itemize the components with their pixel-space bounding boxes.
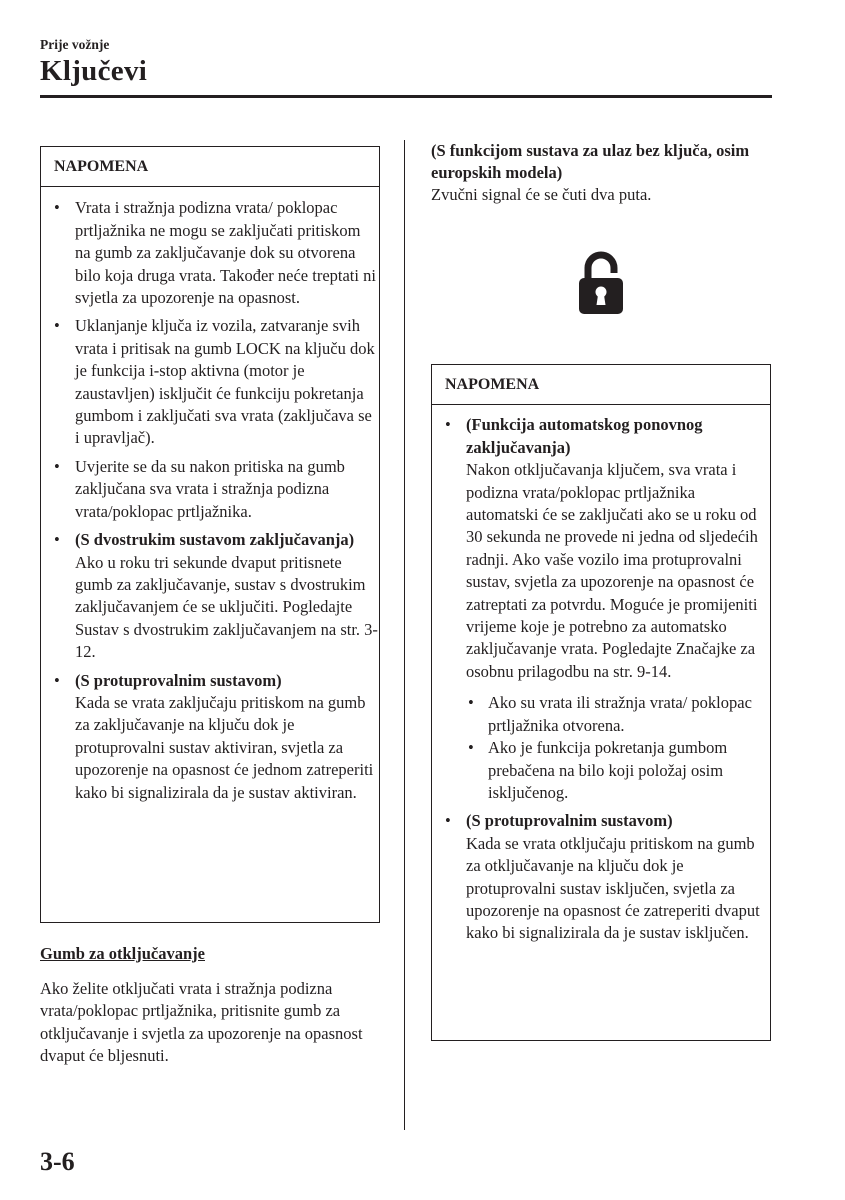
list-item: [41, 456, 379, 523]
note-heading: NAPOMENA: [41, 147, 379, 187]
item-text: Uklanjanje ključa iz vozila, zatvaranje svih vrata i pritisak na gumb LOCK na ključu dok je funkcija i-stop aktivna (motor je zaustavljen) isključit će funkciju pokretanja gumbom i zaključati sva vrata (zaključava se i upravljač).: [75, 316, 375, 448]
bullet: •: [468, 693, 474, 713]
list-item: [41, 197, 379, 309]
list-item: [41, 670, 379, 804]
title-rule: [40, 95, 772, 98]
item-heading: (S protuprovalnim sustavom): [466, 811, 673, 831]
list-item: [41, 315, 379, 449]
item-text: Nakon otključavanja ključem, sva vrata i podizna vrata/poklopac prtljažnika automatski će se zaključati ako se u roku od 30 sekunda ne provede ni jedna od sljedećih radnji. Ako vaše vozilo ima protuprovalni sustav, svjetla za upozorenje na opasnost će zatreptati za potvrdu. Moguće je promijeniti vrijeme koje je potrebno za automatsko zaključavanje vrata. Pogledajte Značajke za osobnu prilagodbu na str. 9-14.: [466, 460, 758, 681]
note-list: [41, 187, 379, 804]
item-text: Kada se vrata zaključaju pritiskom na gumb za zaključavanje na ključu dok je protuprovalni sustav aktiviran, svjetla za upozorenje na opasnost će jednom zatreperiti kako bi signalizirala da je sustav aktiviran.: [75, 692, 374, 802]
keyless-heading: (S funkcijom sustava za ulaz bez ključa, osim europskih modela): [431, 141, 750, 183]
bullet: •: [445, 811, 451, 831]
sub-list-item: [466, 692, 770, 737]
unlock-button-heading: Gumb za otključavanje: [40, 944, 205, 963]
item-text: Kada se vrata otključaju pritiskom na gumb za otključavanje na ključu dok je protuprovalni sustav isključen, svjetla za upozorenje na opasnost će zatreperiti dvaput kako bi signalizirala da je sustav isključen.: [466, 833, 760, 943]
note-heading: NAPOMENA: [432, 365, 770, 405]
page-title: Ključevi: [40, 55, 148, 87]
item-heading: (S dvostrukim sustavom zaključavanja): [75, 530, 355, 550]
sub-item-text: Ako je funkcija pokretanja gumbom prebačena na bilo koji položaj osim isključenog.: [488, 738, 728, 802]
list-item: [432, 414, 770, 804]
bullet: •: [54, 670, 60, 690]
item-heading: (S protuprovalnim sustavom): [75, 670, 282, 690]
sub-list-item: [466, 737, 770, 804]
list-item: [41, 529, 379, 663]
unlock-button-paragraph: Ako želite otključati vrata i stražnja podizna vrata/poklopac prtljažnika, pritisnite gumb za otključavanje i svjetla za upozorenje na opasnost dvaput će bljesnuti.: [40, 979, 363, 1066]
bullet: •: [54, 198, 60, 218]
sub-list: [466, 683, 770, 804]
bullet: •: [54, 456, 60, 476]
bullet: •: [445, 415, 451, 435]
column-divider: [404, 140, 405, 1130]
sub-item-text: Ako su vrata ili stražnja vrata/ poklopac prtljažnika otvorena.: [488, 693, 752, 735]
item-heading: (Funkcija automatskog ponovnog zaključavanja): [466, 415, 703, 457]
item-text: Ako u roku tri sekunde dvaput pritisnete gumb za zaključavanje, sustav s dvostrukim zaključavanjem će se uključiti. Pogledajte Sustav s dvostrukim zaključavanjem na str. 3-12.: [75, 552, 378, 662]
item-text: Vrata i stražnja podizna vrata/ poklopac prtljažnika ne mogu se zaključati pritiskom na gumb za zaključavanje dok su otvorena bilo koja druga vrata. Također neće treptati ni svjetla za upozorenje na opasnost.: [75, 198, 376, 308]
bullet: •: [468, 738, 474, 758]
note-box-right: [431, 364, 771, 1041]
item-text: Uvjerite se da su nakon pritiska na gumb zaključana sva vrata i stražnja podizna vrata/poklopac prtljažnika.: [75, 456, 345, 521]
bullet: •: [54, 316, 60, 336]
section-label: Prije vožnje: [40, 37, 110, 52]
list-item: [432, 810, 770, 944]
bullet: •: [54, 530, 60, 550]
unlock-icon: [576, 250, 626, 316]
note-list: [432, 405, 770, 944]
page-number: 3-6: [40, 1147, 75, 1176]
note-box-left: [40, 146, 380, 923]
keyless-paragraph: Zvučni signal će se čuti dva puta.: [431, 185, 652, 204]
